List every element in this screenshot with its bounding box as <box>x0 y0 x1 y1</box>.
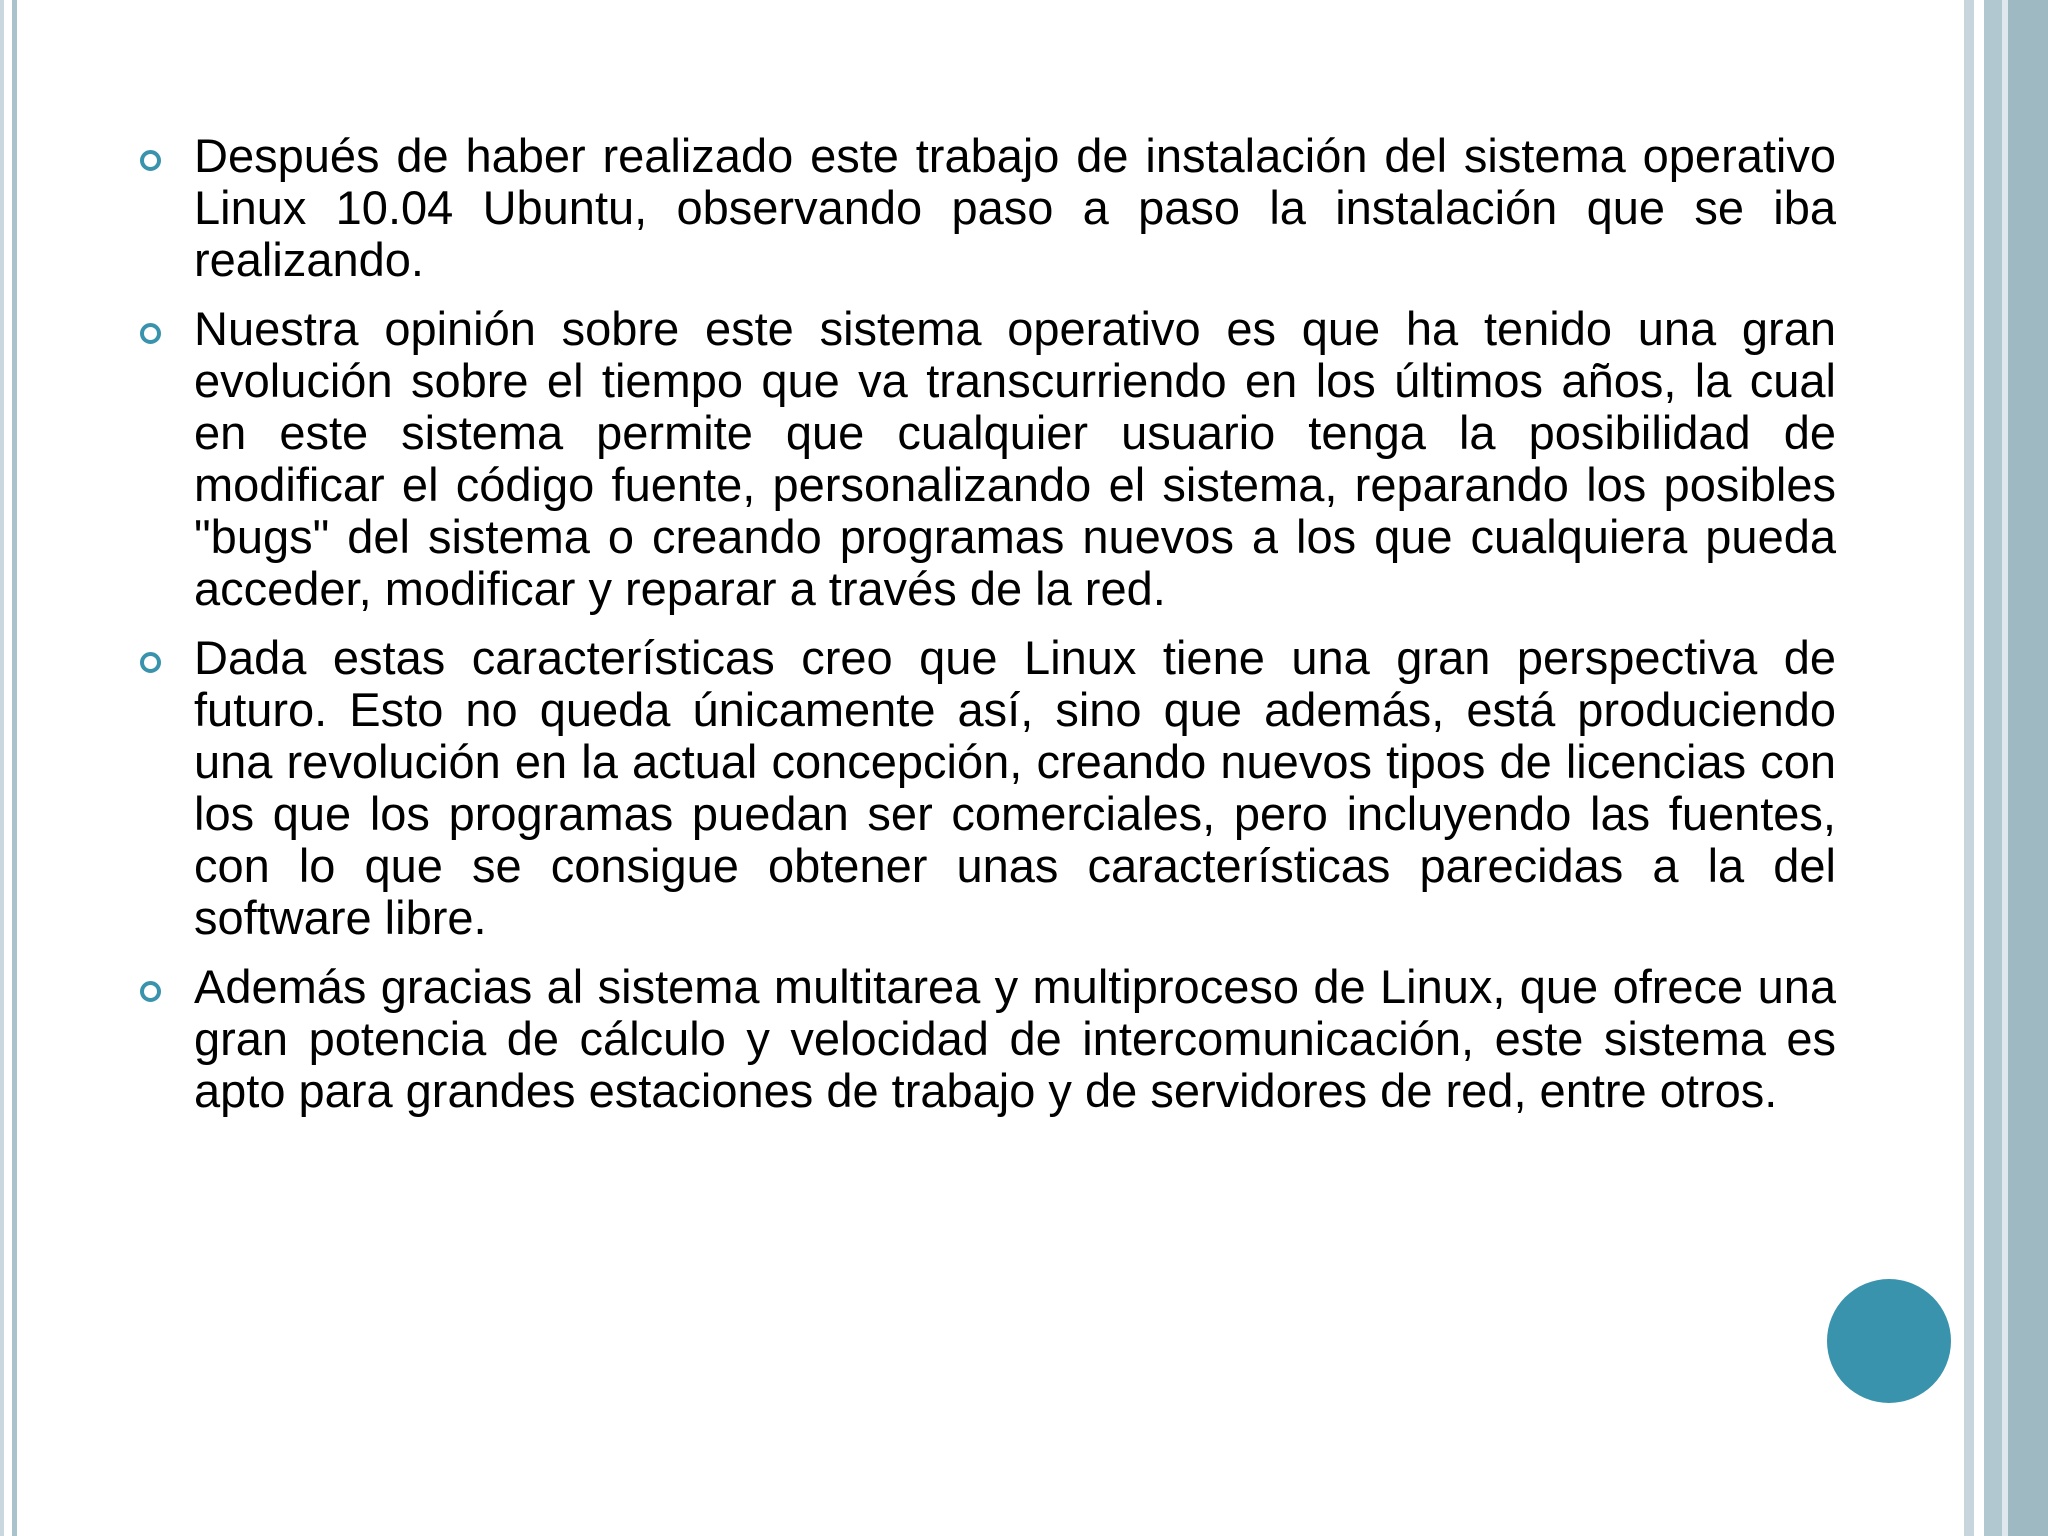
bullet-list <box>130 130 1836 1117</box>
left-border-outer-line <box>0 0 4 1536</box>
left-border-inner-line <box>12 0 17 1536</box>
hollow-circle-bullet-icon <box>140 150 161 171</box>
hollow-circle-bullet-icon <box>140 652 161 673</box>
accent-circle-decoration <box>1827 1279 1951 1403</box>
bullet-text: Después de haber realizado este trabajo de instalación del sistema operativo Linux 10.04 Ubuntu, observando paso a paso la instalación que se iba realizando. <box>194 129 1836 286</box>
bullet-item <box>130 130 1836 286</box>
right-decorative-bar <box>1964 0 1974 1536</box>
bullet-item <box>130 632 1836 944</box>
slide-content <box>130 130 1836 1134</box>
bullet-item <box>130 303 1836 615</box>
right-decorative-bar <box>2008 0 2048 1536</box>
right-decorative-gap <box>1974 0 1984 1536</box>
hollow-circle-bullet-icon <box>140 323 161 344</box>
bullet-text: Dada estas características creo que Linux tiene una gran perspectiva de futuro. Esto no queda únicamente así, sino que además, está produciendo una revolución en la actual concepción, creando nuevos tipos de licencias con los que los programas puedan ser comerciales, pero incluyendo las fuentes, con lo que se consigue obtener unas características parecidas a la del software libre. <box>194 631 1836 944</box>
bullet-item <box>130 961 1836 1117</box>
bullet-text: Nuestra opinión sobre este sistema operativo es que ha tenido una gran evolución sobre el tiempo que va transcurriendo en los últimos años, la cual en este sistema permite que cualquier usuario tenga la posibilidad de modificar el código fuente, personalizando el sistema, reparando los posibles "bugs" del sistema o creando programas nuevos a los que cualquiera pueda acceder, modificar y reparar a través de la red. <box>194 302 1836 615</box>
right-decorative-bar <box>1984 0 2002 1536</box>
hollow-circle-bullet-icon <box>140 981 161 1002</box>
bullet-text: Además gracias al sistema multitarea y multiproceso de Linux, que ofrece una gran potencia de cálculo y velocidad de intercomunicación, este sistema es apto para grandes estaciones de trabajo y de servidores de red, entre otros. <box>194 960 1836 1117</box>
